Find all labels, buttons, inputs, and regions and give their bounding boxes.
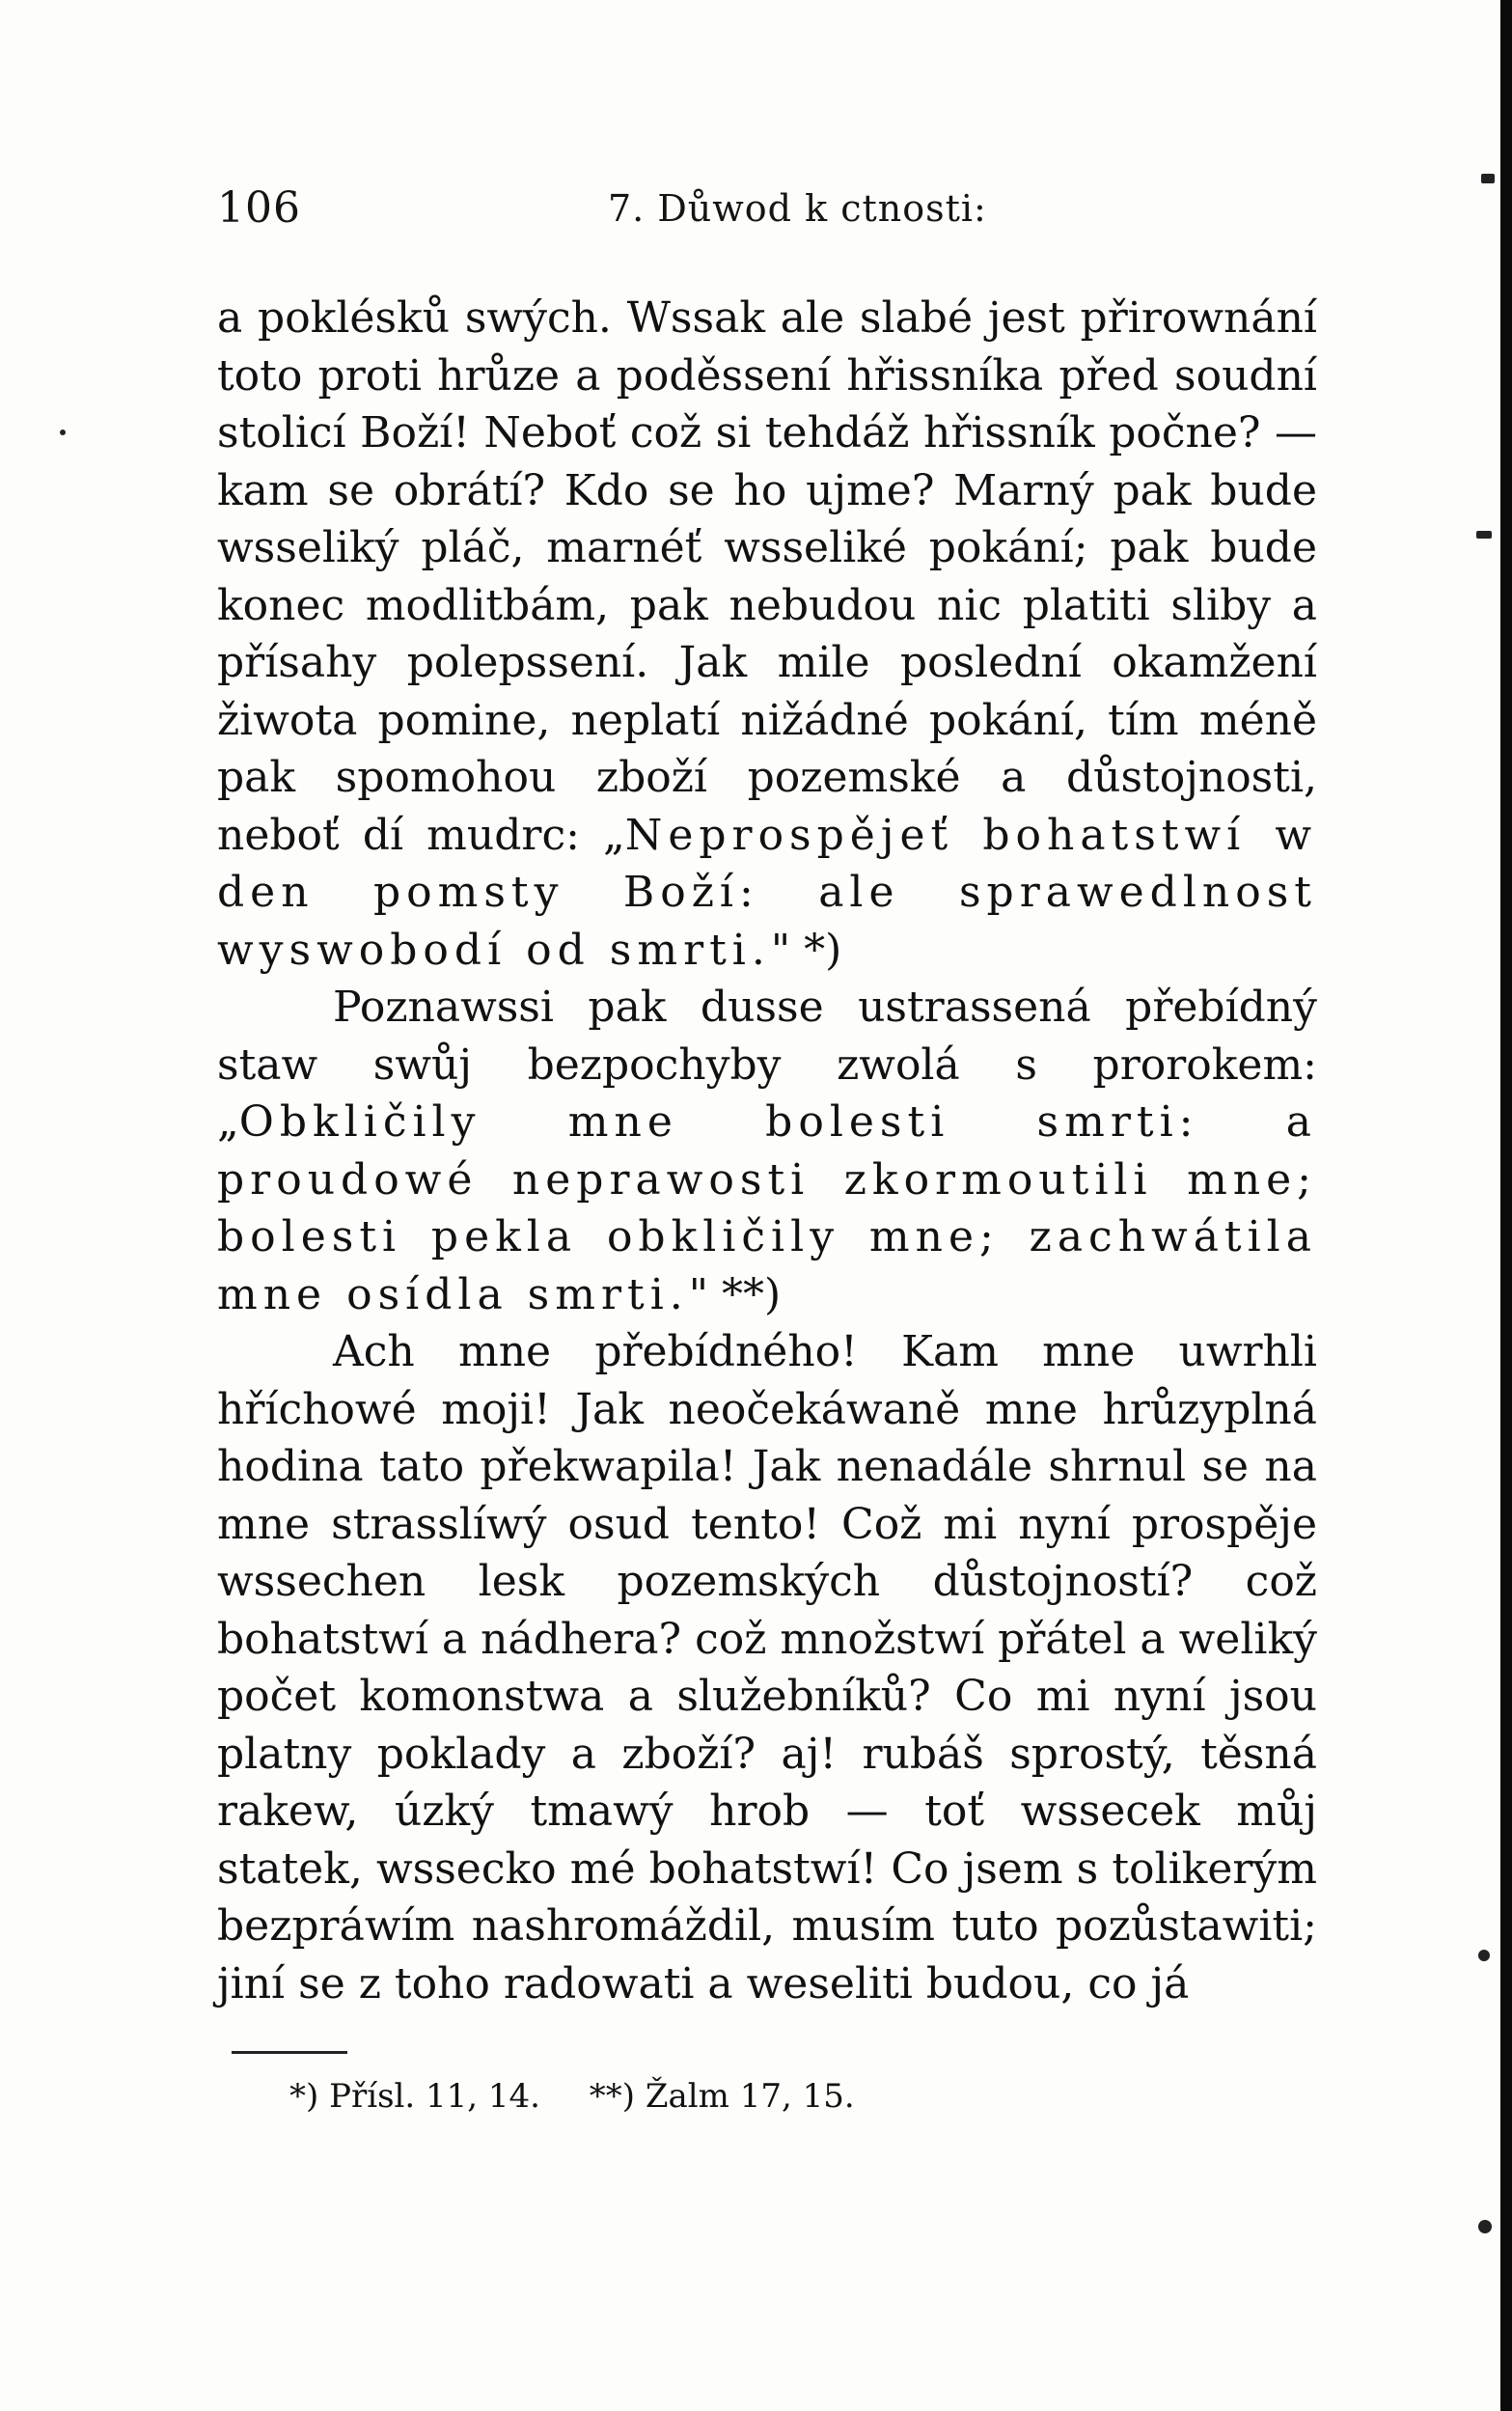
footnote-divider bbox=[232, 2051, 347, 2054]
body-text bbox=[217, 290, 1317, 2012]
text-segment: Poznawssi pak dusse ustrassená přebídný staw swůj bezpochyby zwolá s prorokem: „ bbox=[217, 983, 1317, 1147]
footnote-mark: **) bbox=[589, 2077, 636, 2116]
paragraph-3 bbox=[217, 1323, 1317, 2012]
scan-speck bbox=[1478, 1950, 1490, 1961]
footnote-ref: " **) bbox=[688, 1269, 782, 1319]
footnote-2 bbox=[590, 2077, 855, 2116]
footnote-mark: *) bbox=[289, 2077, 319, 2116]
footnotes bbox=[289, 2077, 893, 2116]
spaced-quotation: Obkličily mne bolesti smrti: a proudowé neprawosti zkormoutili mne; bolesti pekla obkličily mne; zachwátila mne osídla smrti. bbox=[217, 1097, 1317, 1319]
scan-edge bbox=[1500, 0, 1512, 2411]
footnote-ref: " *) bbox=[770, 925, 842, 975]
page-number: 106 bbox=[217, 183, 301, 233]
scan-speck bbox=[1476, 531, 1492, 539]
paragraph-1 bbox=[217, 290, 1317, 979]
scan-speck bbox=[1481, 174, 1495, 183]
paragraph-2 bbox=[217, 979, 1317, 1323]
scan-speck bbox=[60, 430, 66, 435]
text-segment: Ach mne přebídného! Kam mne uwrhli hříchowé moji! Jak neočekáwaně mne hrůzyplná hodina tato překwapila! Jak nenadále shrnul se na mne strasslíwý osud tento! Což mi nyní prospěje wssechen lesk pozemských důstojností? což bohatstwí a nádhera? což množstwí přátel a weliký počet komonstwa a služebníků? Co mi nyní jsou platny poklady a zboží? aj! rubáš sprostý, těsná rakew, úzký tmawý hrob — toť wssecek můj statek, wssecko mé bohatstwí! Co jsem s tolikerým bezpráwím nashromáždil, musím tuto pozůstawiti; jiní se z toho radowati a weseliti budou, co já bbox=[217, 1327, 1317, 2009]
footnote-text: Přísl. 11, 14. bbox=[329, 2077, 540, 2116]
running-head: 7. Důwod k ctnosti: bbox=[608, 187, 987, 230]
spaced-quotation: Neprospějeť bohatstwí w den pomsty Boží: ale sprawedlnost wyswobodí od smrti. bbox=[217, 810, 1318, 975]
text-segment: a poklésků swých. Wssak ale slabé jest přirownání toto proti hrůze a poděssení hřissníka před soudní stolicí Boží! Neboť což si tehdáž hřissník počne? — kam se obrátí? Kdo se ho ujme? Marný pak bude wsseliký pláč, marnéť wsseliké pokání; pak bude konec modlitbám, pak nebudou nic platiti sliby a přísahy polepssení. Jak mile poslední okamžení žiwota pomine, neplatí nižádné pokání, tím méně pak spomohou zboží pozemské a důstojnosti, neboť dí mudrc: „ bbox=[217, 293, 1317, 860]
scan-speck bbox=[1478, 2220, 1492, 2233]
page-header bbox=[217, 183, 1327, 241]
footnote-text: Žalm 17, 15. bbox=[645, 2077, 855, 2116]
footnote-1 bbox=[289, 2077, 540, 2116]
